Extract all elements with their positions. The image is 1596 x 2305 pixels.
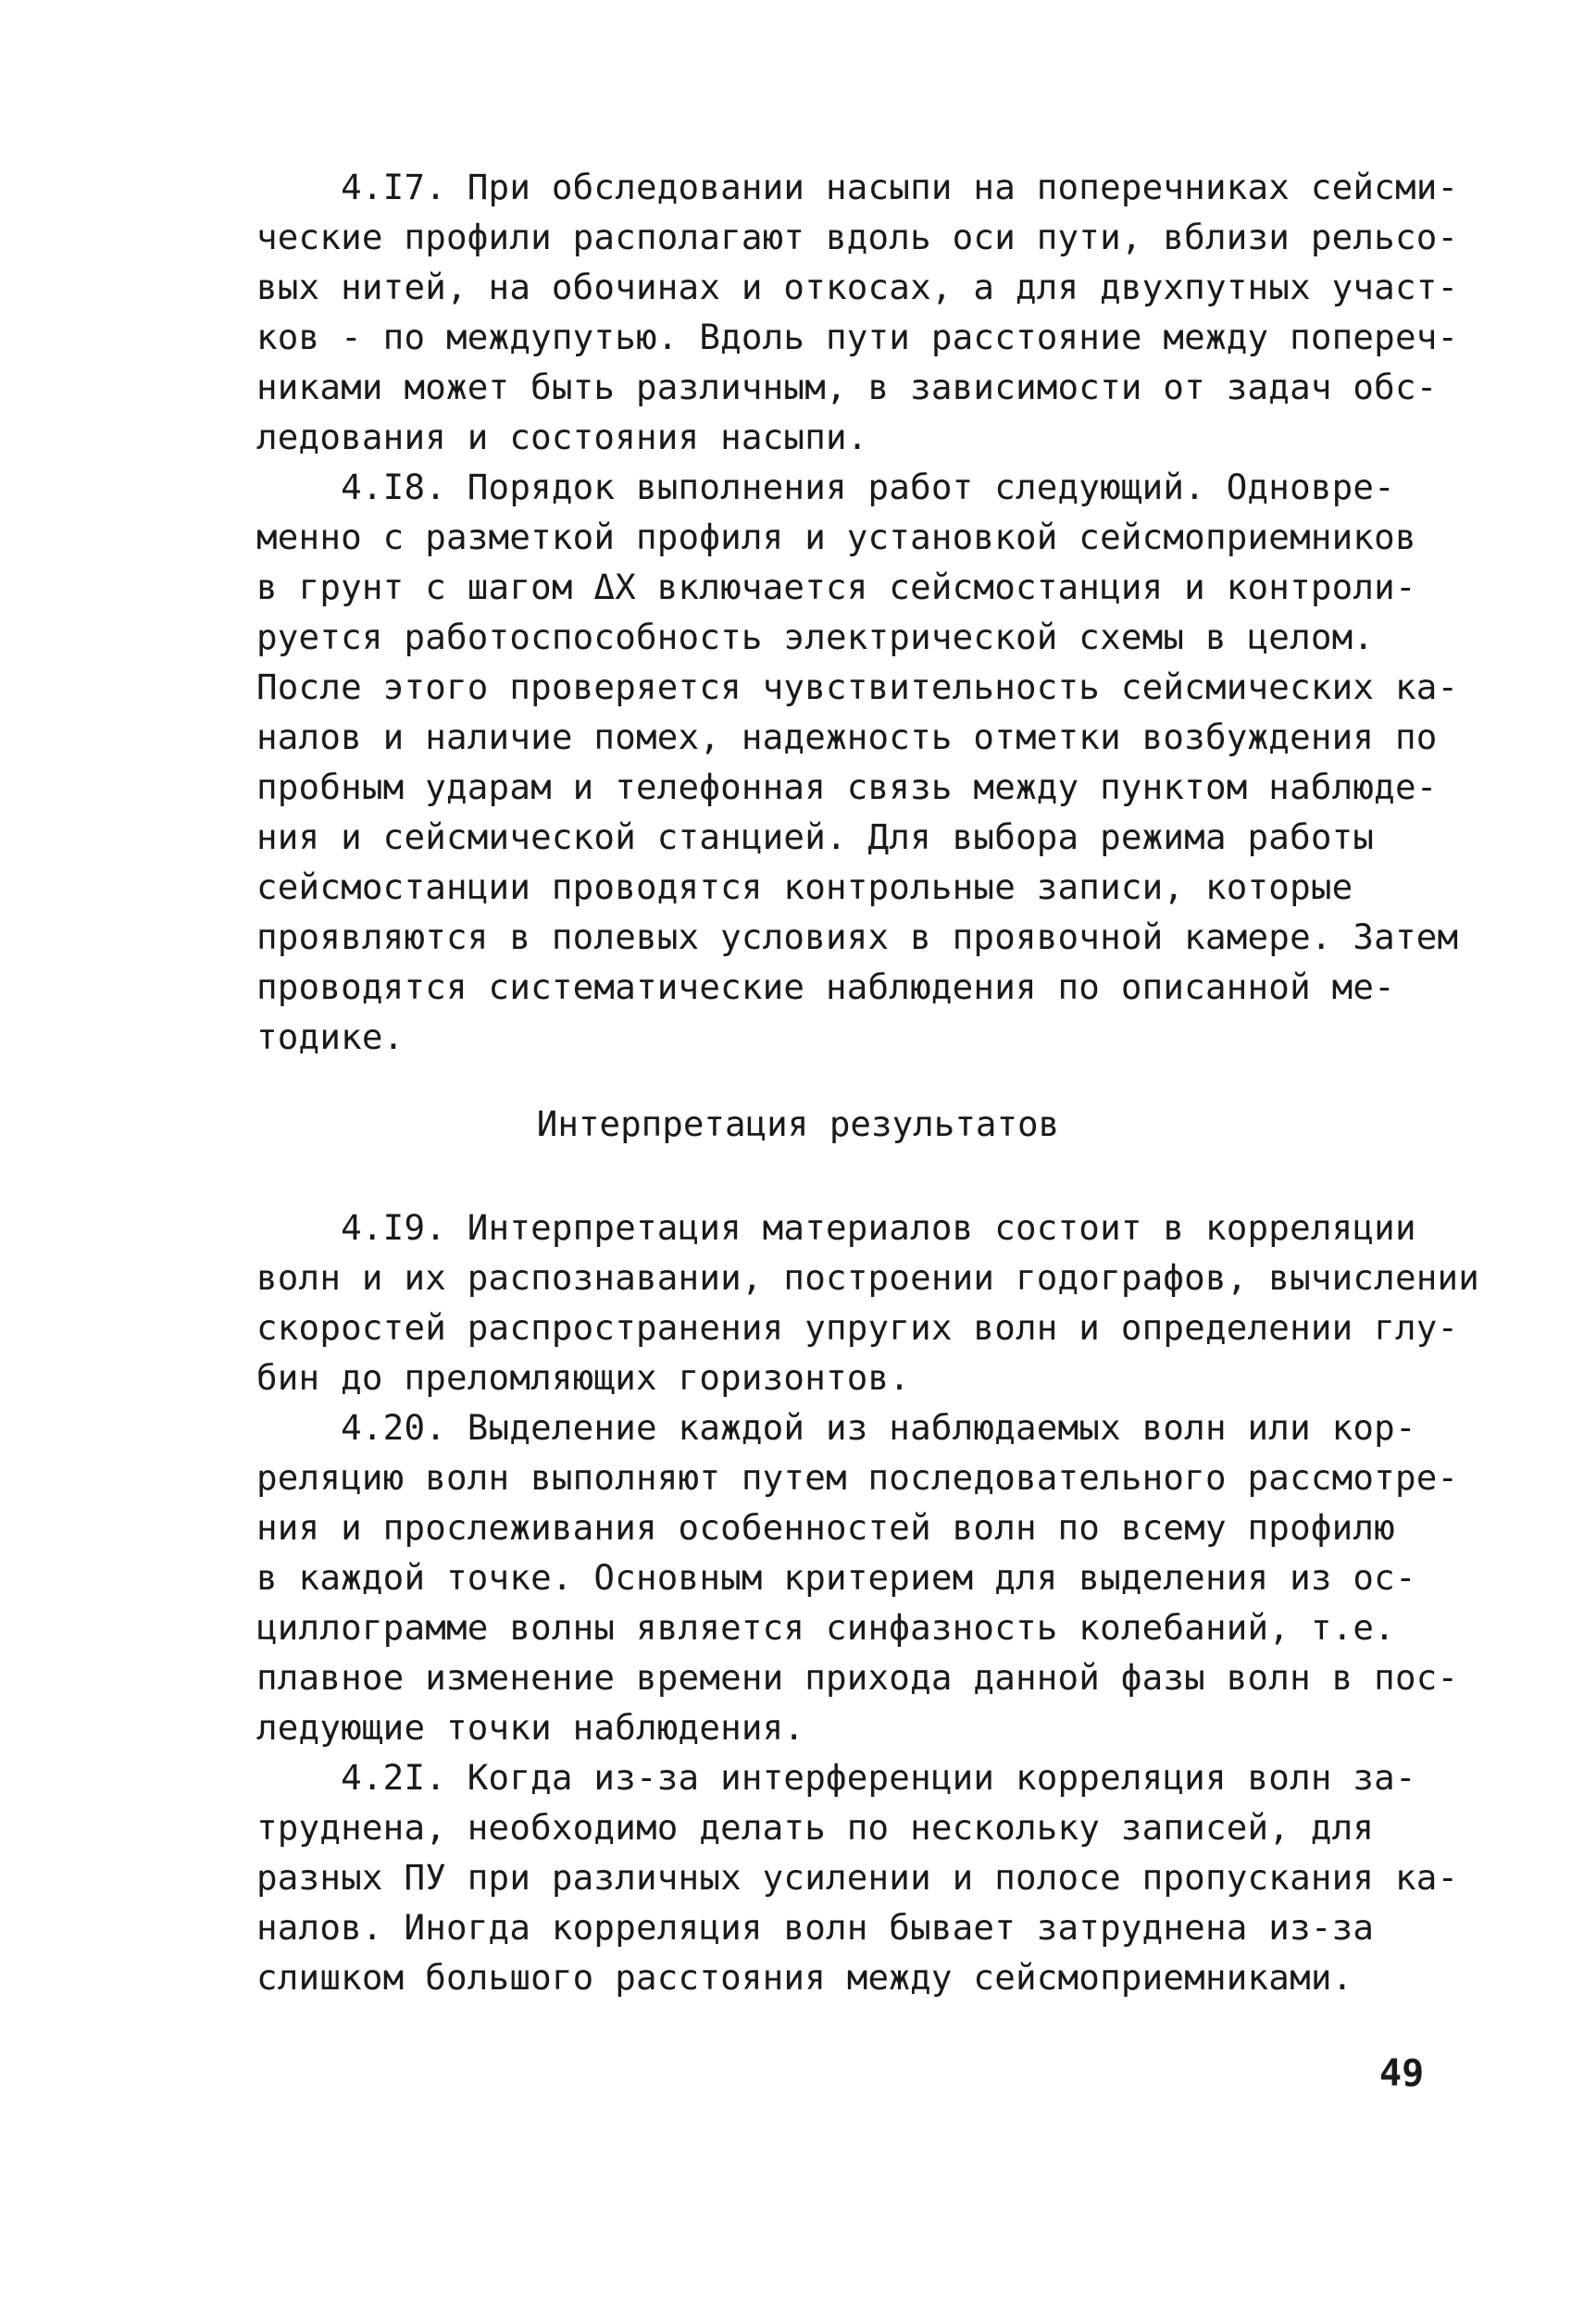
text-line: тодике. [256, 1016, 405, 1057]
text-line: налов и наличие помех, надежность отметки возбуждения по [256, 716, 1438, 757]
text-line: 4.I8. Порядок выполнения работ следующий. Одновре- [256, 467, 1395, 507]
text-line: ков - по междупутью. Вдоль пути расстояние между попереч- [256, 317, 1459, 357]
text-line: скоростей распространения упругих волн и определении глу- [256, 1307, 1459, 1348]
text-line: ния и сейсмической станцией. Для выбора режима работы [256, 816, 1375, 857]
section-heading: Интерпретация результатов [536, 1103, 1060, 1144]
text-line: пробным ударам и телефонная связь между пунктом наблюде- [256, 766, 1438, 807]
text-line: ческие профили располагают вдоль оси пути, вблизи рельсо- [256, 217, 1459, 257]
text-line: реляцию волн выполняют путем последовательного рассмотре- [256, 1457, 1459, 1498]
text-line: разных ПУ при различных усилении и полосе пропускания ка- [256, 1857, 1459, 1898]
text-line: никами может быть различным, в зависимости от задач обс- [256, 367, 1438, 407]
text-line: в каждой точке. Основным критерием для выделения из ос- [256, 1557, 1416, 1598]
text-line: руется работоспособность электрической схемы в целом. [256, 617, 1375, 657]
text-line: циллограмме волны является синфазность колебаний, т.е. [256, 1607, 1395, 1648]
text-line: После этого проверяется чувствительность сейсмических ка- [256, 667, 1459, 707]
text-line: плавное изменение времени прихода данной фазы волн в пос- [256, 1657, 1459, 1698]
text-line: проводятся систематические наблюдения по описанной ме- [256, 966, 1395, 1007]
text-line: налов. Иногда корреляция волн бывает затруднена из-за [256, 1907, 1375, 1948]
text-line: труднена, необходимо делать по нескольку записей, для [256, 1807, 1375, 1848]
text-line: 4.20. Выделение каждой из наблюдаемых волн или кор- [256, 1407, 1416, 1448]
text-line: ледования и состояния насыпи. [256, 417, 868, 457]
text-line: менно с разметкой профиля и установкой сейсмоприемников [256, 517, 1416, 557]
text-line: вых нитей, на обочинах и откосах, а для двухпутных участ- [256, 267, 1459, 307]
text-line: слишком большого расстояния между сейсмоприемниками. [256, 1957, 1353, 1998]
text-line: проявляются в полевых условиях в проявочной камере. Затем [256, 916, 1459, 957]
page-number: 49 [1379, 2052, 1425, 2095]
text-line: сейсмостанции проводятся контрольные записи, которые [256, 866, 1353, 907]
text-line: в грунт с шагом ΔX включается сейсмостанция и контроли- [256, 567, 1416, 607]
text-line: ледующие точки наблюдения. [256, 1707, 805, 1748]
text-line: 4.I9. Интерпретация материалов состоит в корреляции [256, 1207, 1416, 1248]
text-line: бин до преломляющих горизонтов. [256, 1357, 911, 1398]
text-line: 4.I7. При обследовании насыпи на поперечниках сейсми- [256, 167, 1459, 207]
text-line: волн и их распознавании, построении годографов, вычислении [256, 1257, 1480, 1298]
text-line: ния и прослеживания особенностей волн по всему профилю [256, 1507, 1395, 1548]
text-line: 4.2I. Когда из-за интерференции корреляция волн за- [256, 1757, 1416, 1798]
